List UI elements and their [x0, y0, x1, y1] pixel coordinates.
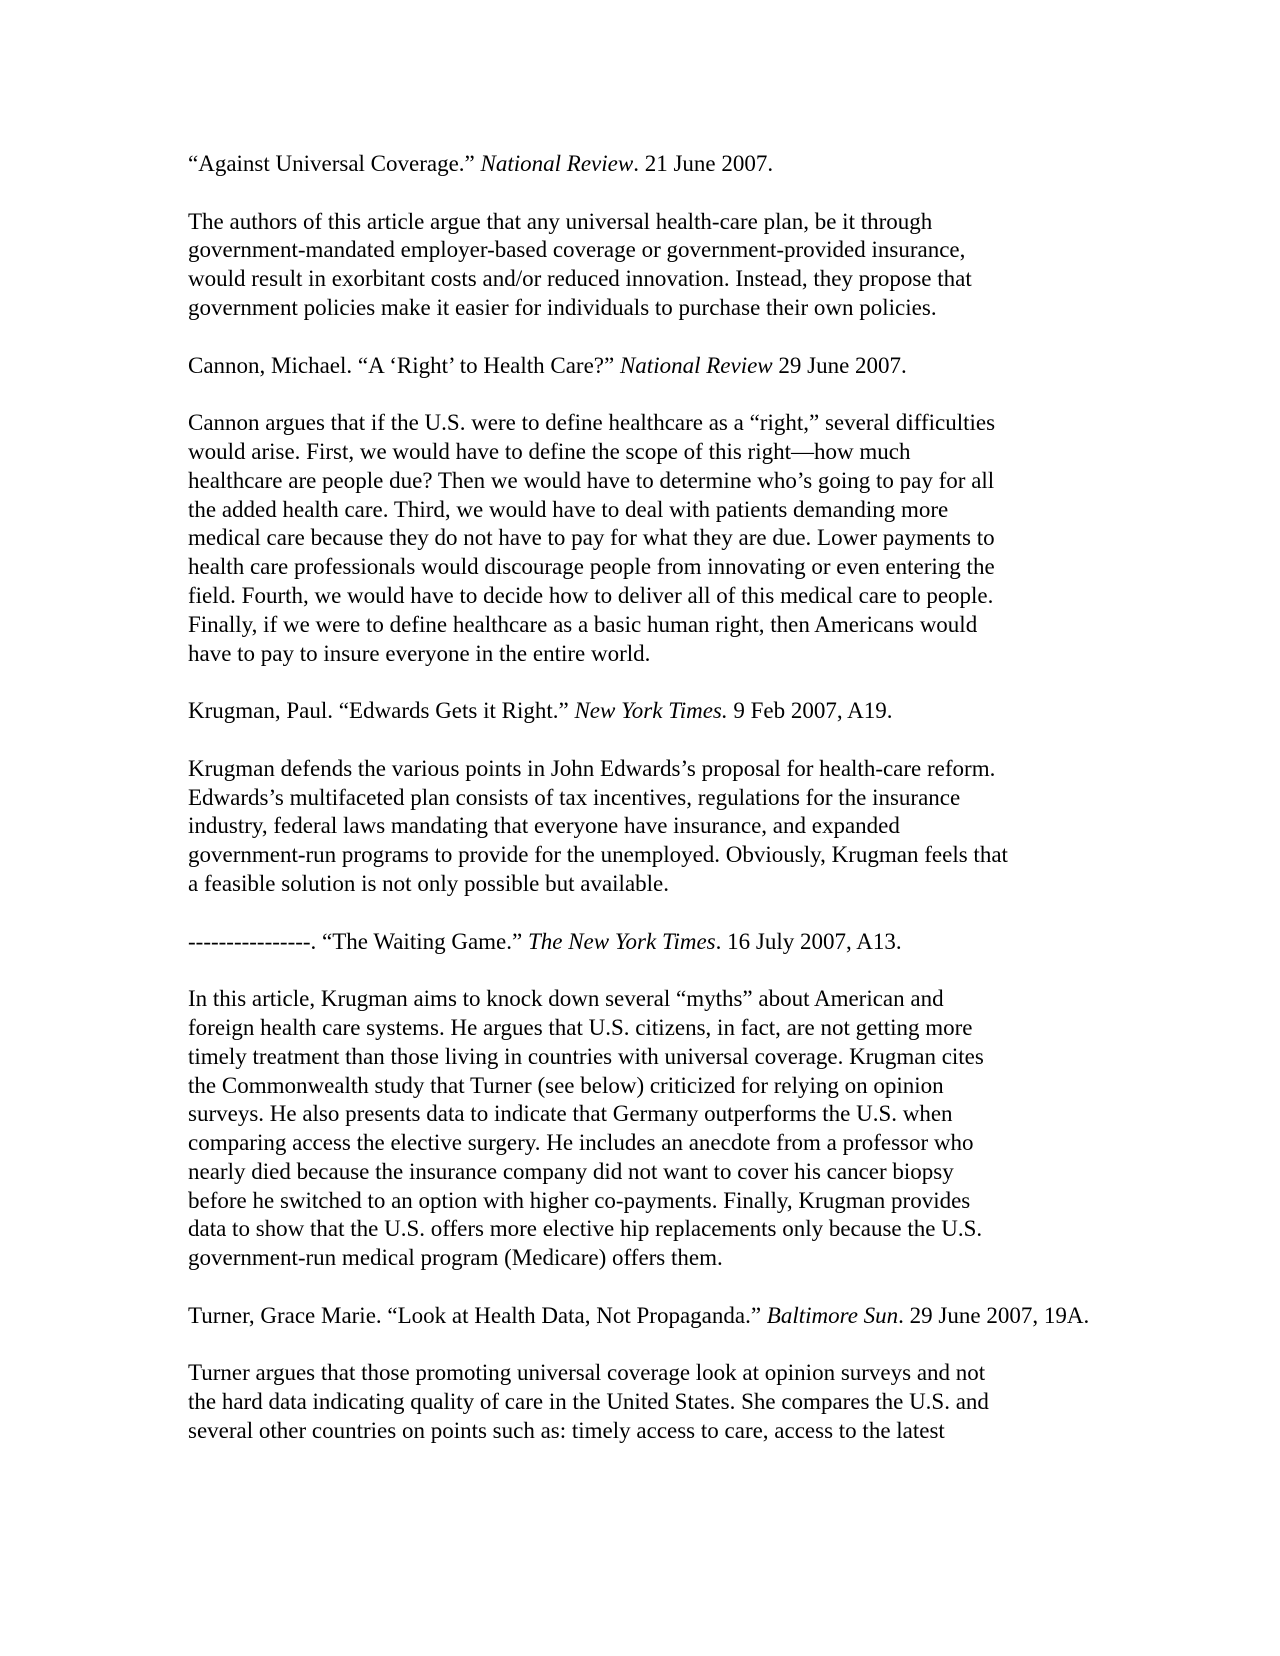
- summary-line: medical care because they do not have to pay for what they are due. Lower payments to: [188, 525, 995, 551]
- summary-line: comparing access the elective surgery. He includes an anecdote from a professor who: [188, 1130, 974, 1156]
- summary-line: government-run medical program (Medicare) offers them.: [188, 1245, 723, 1271]
- citation-krugman-edwards: [188, 697, 1098, 726]
- citation-text: Krugman, Paul. “Edwards Gets it Right.”: [188, 698, 575, 724]
- summary-line: The authors of this article argue that any universal health-care plan, be it through: [188, 208, 933, 234]
- summary-line: nearly died because the insurance company did not want to cover his cancer biopsy: [188, 1158, 954, 1184]
- summary-line: the Commonwealth study that Turner (see below) criticized for relying on opinion: [188, 1072, 944, 1098]
- citation-text: ----------------. “The Waiting Game.”: [188, 928, 528, 954]
- citation-details: . 16 July 2007, A13.: [715, 928, 902, 954]
- summary-line: government-mandated employer-based coverage or government-provided insurance,: [188, 237, 966, 263]
- summary-line: have to pay to insure everyone in the entire world.: [188, 640, 651, 666]
- summary-line: foreign health care systems. He argues that U.S. citizens, in fact, are not getting more: [188, 1014, 973, 1040]
- citation-krugman-waiting-game: [188, 928, 1098, 957]
- summary-line: Cannon argues that if the U.S. were to define healthcare as a “right,” several difficulties: [188, 410, 996, 436]
- citation-details: 9 Feb 2007, A19.: [727, 698, 893, 724]
- summary-krugman-waiting-game: [188, 985, 1098, 1273]
- summary-line: several other countries on points such as: timely access to care, access to the latest: [188, 1418, 945, 1444]
- summary-line: field. Fourth, we would have to decide how to deliver all of this medical care to people.: [188, 582, 994, 608]
- citation-turner: [188, 1302, 1098, 1331]
- annotated-bibliography: [188, 150, 1098, 1475]
- citation-cannon: [188, 352, 1098, 381]
- summary-line: a feasible solution is not only possible but available.: [188, 870, 670, 896]
- summary-line: government-run programs to provide for the unemployed. Obviously, Krugman feels that: [188, 842, 1008, 868]
- summary-line: government policies make it easier for individuals to purchase their own policies.: [188, 294, 937, 320]
- summary-krugman-edwards: [188, 755, 1098, 899]
- citation-source: Baltimore Sun: [766, 1302, 899, 1328]
- summary-line: surveys. He also presents data to indicate that Germany outperforms the U.S. when: [188, 1101, 953, 1127]
- summary-line: would arise. First, we would have to define the scope of this right—how much: [188, 438, 911, 464]
- summary-against-universal-coverage: [188, 208, 1098, 323]
- citation-details: . 21 June 2007.: [633, 151, 774, 176]
- summary-line: Krugman defends the various points in John Edwards’s proposal for health-care reform.: [188, 755, 996, 781]
- summary-line: before he switched to an option with higher co-payments. Finally, Krugman provides: [188, 1187, 971, 1213]
- citation-source: The New York Times: [527, 928, 716, 954]
- citation-details: 29 June 2007.: [772, 352, 907, 378]
- citation-details: . 29 June 2007, 19A.: [898, 1302, 1090, 1328]
- summary-line: would result in exorbitant costs and/or reduced innovation. Instead, they propose that: [188, 266, 972, 292]
- citation-source: National Review: [480, 151, 634, 176]
- summary-line: Finally, if we were to define healthcare as a basic human right, then Americans would: [188, 611, 978, 637]
- summary-line: timely treatment than those living in countries with universal coverage. Krugman cites: [188, 1043, 984, 1069]
- summary-line: healthcare are people due? Then we would have to determine who’s going to pay for all: [188, 467, 995, 493]
- summary-line: In this article, Krugman aims to knock down several “myths” about American and: [188, 986, 944, 1012]
- summary-line: Edwards’s multifaceted plan consists of tax incentives, regulations for the insurance: [188, 784, 961, 810]
- summary-line: data to show that the U.S. offers more elective hip replacements only because the U.S.: [188, 1216, 983, 1242]
- summary-line: industry, federal laws mandating that everyone have insurance, and expanded: [188, 813, 900, 839]
- summary-line: health care professionals would discourage people from innovating or even entering the: [188, 554, 995, 580]
- summary-turner: [188, 1359, 1098, 1445]
- citation-text: Cannon, Michael. “A ‘Right’ to Health Care?”: [188, 352, 620, 378]
- citation-text: Turner, Grace Marie. “Look at Health Data, Not Propaganda.”: [188, 1302, 767, 1328]
- citation-against-universal-coverage: [188, 150, 1098, 179]
- summary-line: the hard data indicating quality of care in the United States. She compares the U.S. and: [188, 1389, 989, 1415]
- summary-line: the added health care. Third, we would have to deal with patients demanding more: [188, 496, 949, 522]
- citation-text: “Against Universal Coverage.”: [188, 151, 481, 176]
- summary-cannon: [188, 409, 1098, 668]
- citation-source: National Review: [619, 352, 773, 378]
- citation-source: New York Times.: [574, 698, 728, 724]
- summary-line: Turner argues that those promoting universal coverage look at opinion surveys and not: [188, 1360, 986, 1386]
